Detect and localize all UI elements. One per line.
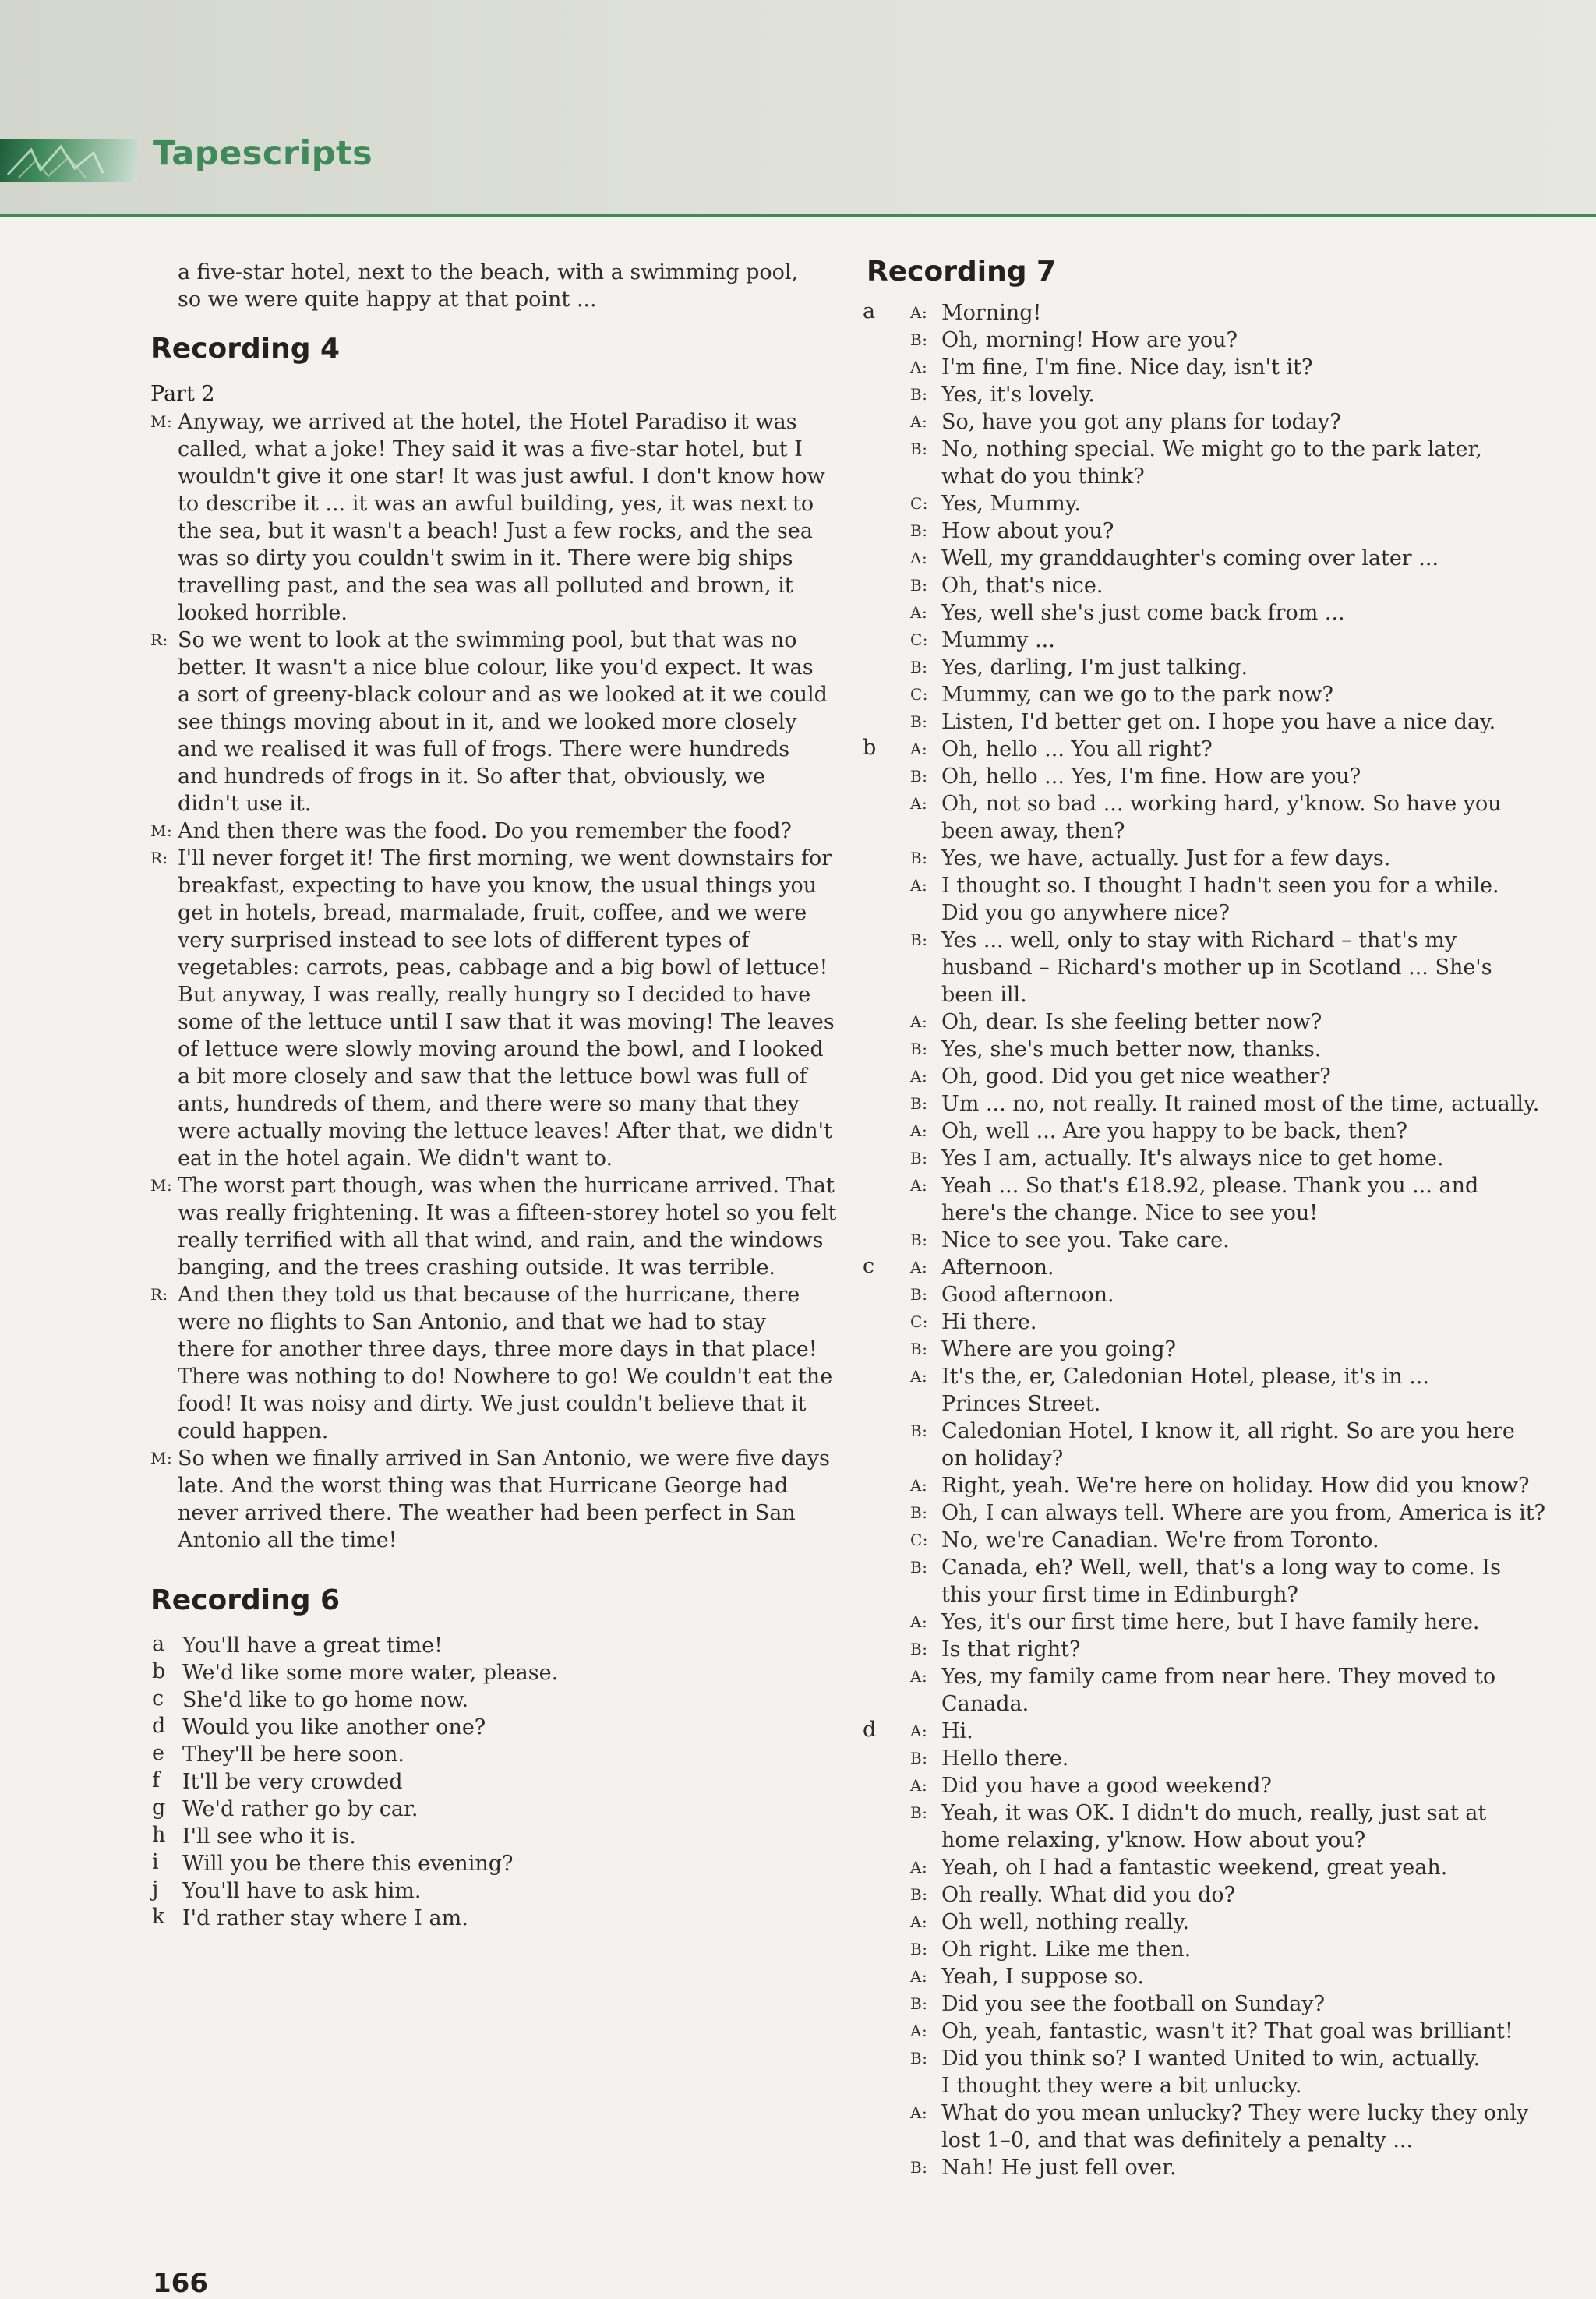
speaker-label: B: — [910, 1231, 928, 1249]
speaker-label: A: — [910, 2022, 928, 2040]
item-sentence: I'd rather stay where I am. — [182, 1906, 468, 1930]
speaker-label: A: — [910, 358, 928, 376]
speaker-label: A: — [910, 412, 928, 431]
speaker-label: B: — [910, 2158, 928, 2177]
dialogue-line: looked horrible. — [178, 601, 348, 625]
dialogue-line: Yes I am, actually. It's always nice to get home. — [941, 1146, 1444, 1171]
item-label: e — [152, 1741, 164, 1765]
dialogue-line: How about you? — [941, 519, 1114, 543]
dialogue-line: and hundreds of frogs in it. So after that, obviously, we — [178, 765, 765, 789]
dialogue-line: I thought they were a bit unlucky. — [941, 2074, 1302, 2098]
speaker-label: A: — [910, 2103, 928, 2122]
dialogue-line: Canada, eh? Well, well, that's a long way to come. Is — [941, 1556, 1501, 1580]
dialogue-line: Oh, hello ... Yes, I'm fine. How are you? — [941, 765, 1361, 789]
speaker-label: A: — [910, 1012, 928, 1031]
speaker-label: A: — [910, 1067, 928, 1086]
speaker-label: B: — [910, 1340, 928, 1358]
dialogue-line: Oh, good. Did you get nice weather? — [941, 1065, 1331, 1089]
dialogue-line: So we went to look at the swimming pool, but that was no — [178, 628, 797, 652]
dialogue-line: I'm fine, I'm fine. Nice day, isn't it? — [941, 355, 1313, 380]
page-header-title: Tapescripts — [153, 134, 373, 173]
dialogue-line: of lettuce were slowly moving around the bowl, and I looked — [178, 1037, 824, 1061]
dialogue-line: Oh, hello ... You all right? — [941, 737, 1213, 761]
dialogue-line: been away, then? — [941, 819, 1125, 843]
dialogue-line: were actually moving the lettuce leaves! After that, we didn't — [178, 1119, 832, 1143]
speaker-label: A: — [910, 1367, 928, 1386]
dialogue-line: Well, my granddaughter's coming over later ... — [941, 546, 1439, 570]
item-label: k — [152, 1905, 165, 1929]
dialogue-line: Yes, it's our first time here, but I have family here. — [941, 1610, 1480, 1634]
speaker-label: C: — [910, 1312, 929, 1331]
speaker-label: A: — [910, 1667, 928, 1686]
speaker-label: B: — [910, 712, 928, 731]
dialogue-line: better. It wasn't a nice blue colour, like you'd expect. It was — [178, 655, 814, 680]
dialogue-line: Yes, well she's just come back from ... — [941, 601, 1345, 625]
dialogue-line: There was nothing to do! Nowhere to go! We couldn't eat the — [178, 1365, 833, 1389]
speaker-label: A: — [910, 1858, 928, 1877]
dialogue-line: very surprised instead to see lots of different types of — [178, 928, 750, 952]
dialogue-line: there for another three days, three more days in that place! — [178, 1337, 817, 1361]
speaker-label: A: — [910, 1476, 928, 1495]
speaker-label: A: — [910, 794, 928, 813]
dialogue-line: Yes, darling, I'm just talking. — [941, 655, 1248, 680]
recording-7-heading: Recording 7 — [867, 256, 1057, 288]
dialogue-line: was so dirty you couldn't swim in it. There were big ships — [178, 546, 793, 570]
dialogue-line: Hi. — [941, 1719, 973, 1743]
dialogue-line: Oh, not so bad ... working hard, y'know. So have you — [941, 792, 1502, 816]
speaker-label: A: — [910, 1722, 928, 1740]
dialogue-line: a bit more closely and saw that the lettuce bowl was full of — [178, 1065, 807, 1089]
speaker-label: B: — [910, 1040, 928, 1058]
speaker-label: B: — [910, 1940, 928, 1958]
dialogue-line: Oh, dear. Is she feeling better now? — [941, 1010, 1322, 1034]
dialogue-line: Yes, Mummy. — [941, 492, 1081, 516]
dialogue-line: Yeah, I suppose so. — [941, 1965, 1145, 1989]
speaker-label: B: — [910, 385, 928, 404]
item-sentence: Would you like another one? — [182, 1715, 486, 1739]
dialogue-line: Canada. — [941, 1692, 1029, 1716]
dialogue-line: No, nothing special. We might go to the park later, — [941, 437, 1482, 461]
dialogue-line: Did you have a good weekend? — [941, 1774, 1272, 1798]
dialogue-line: never arrived there. The weather had been perfect in San — [178, 1501, 796, 1525]
dialogue-line: Caledonian Hotel, I know it, all right. So are you here — [941, 1419, 1515, 1443]
dialogue-line: what do you think? — [941, 464, 1145, 489]
dialogue-line: Yeah, it was OK. I didn't do much, really, just sat at — [941, 1801, 1487, 1825]
dialogue-line: Right, yeah. We're here on holiday. How did you know? — [941, 1474, 1530, 1498]
speaker-label: A: — [910, 1912, 928, 1931]
speaker-label: A: — [910, 1176, 928, 1195]
speaker-label: C: — [910, 1531, 929, 1549]
item-label: h — [152, 1823, 166, 1847]
dialogue-line: Oh, that's nice. — [941, 574, 1103, 598]
item-label: i — [152, 1850, 159, 1874]
speaker-label: M: — [150, 1449, 173, 1467]
dialogue-line: Nice to see you. Take care. — [941, 1228, 1230, 1252]
item-sentence: You'll have to ask him. — [182, 1879, 422, 1903]
speaker-label: C: — [910, 685, 929, 704]
conversation-label: d — [863, 1718, 877, 1742]
dialogue-line: Nah! He just fell over. — [941, 2156, 1177, 2180]
dialogue-line: I thought so. I thought I hadn't seen you for a while. — [941, 874, 1499, 898]
speaker-label: B: — [910, 2049, 928, 2068]
speaker-label: B: — [910, 440, 928, 458]
dialogue-line: been ill. — [941, 983, 1027, 1007]
speaker-label: A: — [910, 1258, 928, 1277]
dialogue-line: was really frightening. It was a fifteen-storey hotel so you felt — [178, 1201, 837, 1225]
dialogue-line: home relaxing, y'know. How about you? — [941, 1828, 1366, 1852]
dialogue-line: What do you mean unlucky? They were lucky they only — [941, 2101, 1529, 2125]
item-label: g — [152, 1796, 166, 1820]
dialogue-line: Yes, she's much better now, thanks. — [941, 1037, 1322, 1061]
speaker-label: B: — [910, 521, 928, 540]
speaker-label: B: — [910, 658, 928, 676]
dialogue-line: eat in the hotel again. We didn't want to. — [178, 1146, 613, 1171]
dialogue-line: I'll never forget it! The first morning, we went downstairs for — [178, 846, 832, 871]
dialogue-line: this your first time in Edinburgh? — [941, 1583, 1298, 1607]
speaker-label: B: — [910, 1503, 928, 1522]
dialogue-line: here's the change. Nice to see you! — [941, 1201, 1319, 1225]
header-rule — [0, 214, 1596, 217]
item-label: f — [152, 1768, 160, 1792]
dialogue-line: Listen, I'd better get on. I hope you have a nice day. — [941, 710, 1496, 734]
dialogue-line: travelling past, and the sea was all polluted and brown, it — [178, 574, 793, 598]
dialogue-line: get in hotels, bread, marmalade, fruit, coffee, and we were — [178, 901, 807, 925]
speaker-label: A: — [910, 1967, 928, 1986]
dialogue-line: husband – Richard's mother up in Scotland ... She's — [941, 955, 1492, 980]
speaker-label: B: — [910, 849, 928, 867]
speaker-label: A: — [910, 1612, 928, 1631]
dialogue-line: lost 1–0, and that was definitely a penalty ... — [941, 2128, 1414, 2152]
speaker-label: A: — [910, 303, 928, 322]
dialogue-line: So, have you got any plans for today? — [941, 410, 1341, 434]
dialogue-line: Um ... no, not really. It rained most of the time, actually. — [941, 1092, 1540, 1116]
dialogue-line: Oh well, nothing really. — [941, 1910, 1189, 1934]
speaker-label: R: — [150, 849, 168, 867]
dialogue-line: Princes Street. — [941, 1392, 1101, 1416]
dialogue-line: Yeah, oh I had a fantastic weekend, great yeah. — [941, 1856, 1448, 1880]
speaker-label: B: — [910, 1885, 928, 1904]
dialogue-line: Oh really. What did you do? — [941, 1883, 1236, 1907]
dialogue-line: a sort of greeny-black colour and as we looked at it we could — [178, 683, 828, 707]
conversation-label: c — [863, 1254, 875, 1278]
speaker-label: B: — [910, 576, 928, 595]
dialogue-line: the sea, but it wasn't a beach! Just a few rocks, and the sea — [178, 519, 813, 543]
dialogue-line: The worst part though, was when the hurricane arrived. That — [178, 1174, 835, 1198]
dialogue-line: But anyway, I was really, really hungry so I decided to have — [178, 983, 811, 1007]
dialogue-line: Antonio all the time! — [178, 1528, 397, 1552]
speaker-label: B: — [910, 1149, 928, 1167]
dialogue-line: Oh, well ... Are you happy to be back, then? — [941, 1119, 1407, 1143]
speaker-label: R: — [150, 630, 168, 649]
dialogue-line: Morning! — [941, 301, 1042, 325]
dialogue-line: to describe it ... it was an awful building, yes, it was next to — [178, 492, 814, 516]
speaker-label: M: — [150, 821, 173, 840]
speaker-label: A: — [910, 549, 928, 567]
item-sentence: She'd like to go home now. — [182, 1688, 469, 1712]
dialogue-line: Did you think so? I wanted United to win, actually. — [941, 2046, 1481, 2071]
dialogue-line: Yes, we have, actually. Just for a few days. — [941, 846, 1391, 871]
dialogue-line: Oh, I can always tell. Where are you from, America is it? — [941, 1501, 1546, 1525]
speaker-label: A: — [910, 740, 928, 758]
item-sentence: Will you be there this evening? — [182, 1852, 514, 1876]
item-sentence: It'll be very crowded — [182, 1770, 403, 1794]
dialogue-line: Hi there. — [941, 1310, 1037, 1334]
dialogue-line: were no flights to San Antonio, and that we had to stay — [178, 1310, 766, 1334]
dialogue-line: Yes, my family came from near here. They moved to — [941, 1665, 1496, 1689]
speaker-label: B: — [910, 1285, 928, 1304]
dialogue-line: And then they told us that because of the hurricane, there — [178, 1283, 800, 1307]
speaker-label: B: — [910, 330, 928, 349]
dialogue-line: called, what a joke! They said it was a five-star hotel, but I — [178, 437, 803, 461]
speaker-label: A: — [910, 1121, 928, 1140]
speaker-label: A: — [910, 876, 928, 895]
dialogue-line: see things moving about in it, and we looked more closely — [178, 710, 797, 734]
dialogue-line: Yeah ... So that's £18.92, please. Thank you ... and — [941, 1174, 1479, 1198]
dialogue-line: breakfast, expecting to have you know, the usual things you — [178, 874, 817, 898]
speaker-label: B: — [910, 1094, 928, 1113]
speaker-label: B: — [910, 1421, 928, 1440]
item-label: d — [152, 1714, 166, 1738]
dialogue-line: Is that right? — [941, 1637, 1081, 1662]
page-number: 166 — [153, 2268, 208, 2299]
dialogue-line: Oh right. Like me then. — [941, 1937, 1192, 1962]
item-label: b — [152, 1659, 166, 1683]
speaker-label: B: — [910, 1558, 928, 1577]
item-label: c — [152, 1686, 164, 1711]
intro-line: a five-star hotel, next to the beach, with a swimming pool, — [178, 260, 799, 284]
item-sentence: We'd like some more water, please. — [182, 1661, 559, 1685]
speaker-label: C: — [910, 494, 929, 513]
dialogue-line: Yes, it's lovely. — [941, 383, 1095, 407]
item-label: j — [152, 1877, 159, 1902]
dialogue-line: Hello there. — [941, 1746, 1069, 1771]
dialogue-line: Where are you going? — [941, 1337, 1176, 1361]
item-sentence: We'd rather go by car. — [182, 1797, 418, 1821]
dialogue-line: And then there was the food. Do you remember the food? — [178, 819, 792, 843]
speaker-label: M: — [150, 1176, 173, 1195]
dialogue-line: Afternoon. — [941, 1255, 1054, 1280]
recording-4-heading: Recording 4 — [150, 333, 341, 365]
dialogue-line: vegetables: carrots, peas, cabbage and a big bowl of lettuce! — [178, 955, 828, 980]
dialogue-line: some of the lettuce until I saw that it was moving! The leaves — [178, 1010, 835, 1034]
dialogue-line: could happen. — [178, 1419, 329, 1443]
header-leaf-graphic — [0, 139, 137, 182]
speaker-label: B: — [910, 1994, 928, 2013]
dialogue-line: Anyway, we arrived at the hotel, the Hotel Paradiso it was — [178, 410, 797, 434]
dialogue-line: on holiday? — [941, 1446, 1064, 1471]
dialogue-line: and we realised it was full of frogs. There were hundreds — [178, 737, 790, 761]
dialogue-line: Did you see the football on Sunday? — [941, 1992, 1326, 2016]
dialogue-line: It's the, er, Caledonian Hotel, please, it's in ... — [941, 1365, 1429, 1389]
recording-6-heading: Recording 6 — [150, 1584, 341, 1616]
item-sentence: I'll see who it is. — [182, 1824, 356, 1849]
speaker-label: B: — [910, 767, 928, 786]
dialogue-line: didn't use it. — [178, 792, 312, 816]
item-sentence: You'll have a great time! — [182, 1633, 443, 1658]
recording-4-part: Part 2 — [150, 382, 215, 406]
speaker-label: B: — [910, 1749, 928, 1768]
intro-line: so we were quite happy at that point ... — [178, 288, 597, 312]
dialogue-line: late. And the worst thing was that Hurricane George had — [178, 1474, 789, 1498]
dialogue-line: Did you go anywhere nice? — [941, 901, 1231, 925]
dialogue-line: Oh, morning! How are you? — [941, 328, 1238, 352]
speaker-label: A: — [910, 1776, 928, 1795]
item-label: a — [152, 1632, 165, 1656]
speaker-label: M: — [150, 412, 173, 431]
conversation-label: a — [863, 299, 876, 323]
speaker-label: C: — [910, 630, 929, 649]
dialogue-line: banging, and the trees crashing outside. It was terrible. — [178, 1255, 776, 1280]
dialogue-line: food! It was noisy and dirty. We just couldn't believe that it — [178, 1392, 807, 1416]
dialogue-line: Yes ... well, only to stay with Richard – that's my — [941, 928, 1457, 952]
header-band — [0, 0, 1596, 215]
speaker-label: B: — [910, 931, 928, 949]
dialogue-line: Oh, yeah, fantastic, wasn't it? That goal was brilliant! — [941, 2019, 1513, 2043]
dialogue-line: Good afternoon. — [941, 1283, 1114, 1307]
dialogue-line: ants, hundreds of them, and there were so many that they — [178, 1092, 800, 1116]
dialogue-line: So when we finally arrived in San Antonio, we were five days — [178, 1446, 830, 1471]
dialogue-line: really terrified with all that wind, and rain, and the windows — [178, 1228, 824, 1252]
speaker-label: B: — [910, 1803, 928, 1822]
dialogue-line: Mummy, can we go to the park now? — [941, 683, 1334, 707]
speaker-label: A: — [910, 603, 928, 622]
speaker-label: R: — [150, 1285, 168, 1304]
conversation-label: b — [863, 736, 877, 760]
speaker-label: B: — [910, 1640, 928, 1658]
dialogue-line: Mummy ... — [941, 628, 1055, 652]
dialogue-line: wouldn't give it one star! It was just awful. I don't know how — [178, 464, 825, 489]
dialogue-line: No, we're Canadian. We're from Toronto. — [941, 1528, 1379, 1552]
item-sentence: They'll be here soon. — [182, 1743, 404, 1767]
